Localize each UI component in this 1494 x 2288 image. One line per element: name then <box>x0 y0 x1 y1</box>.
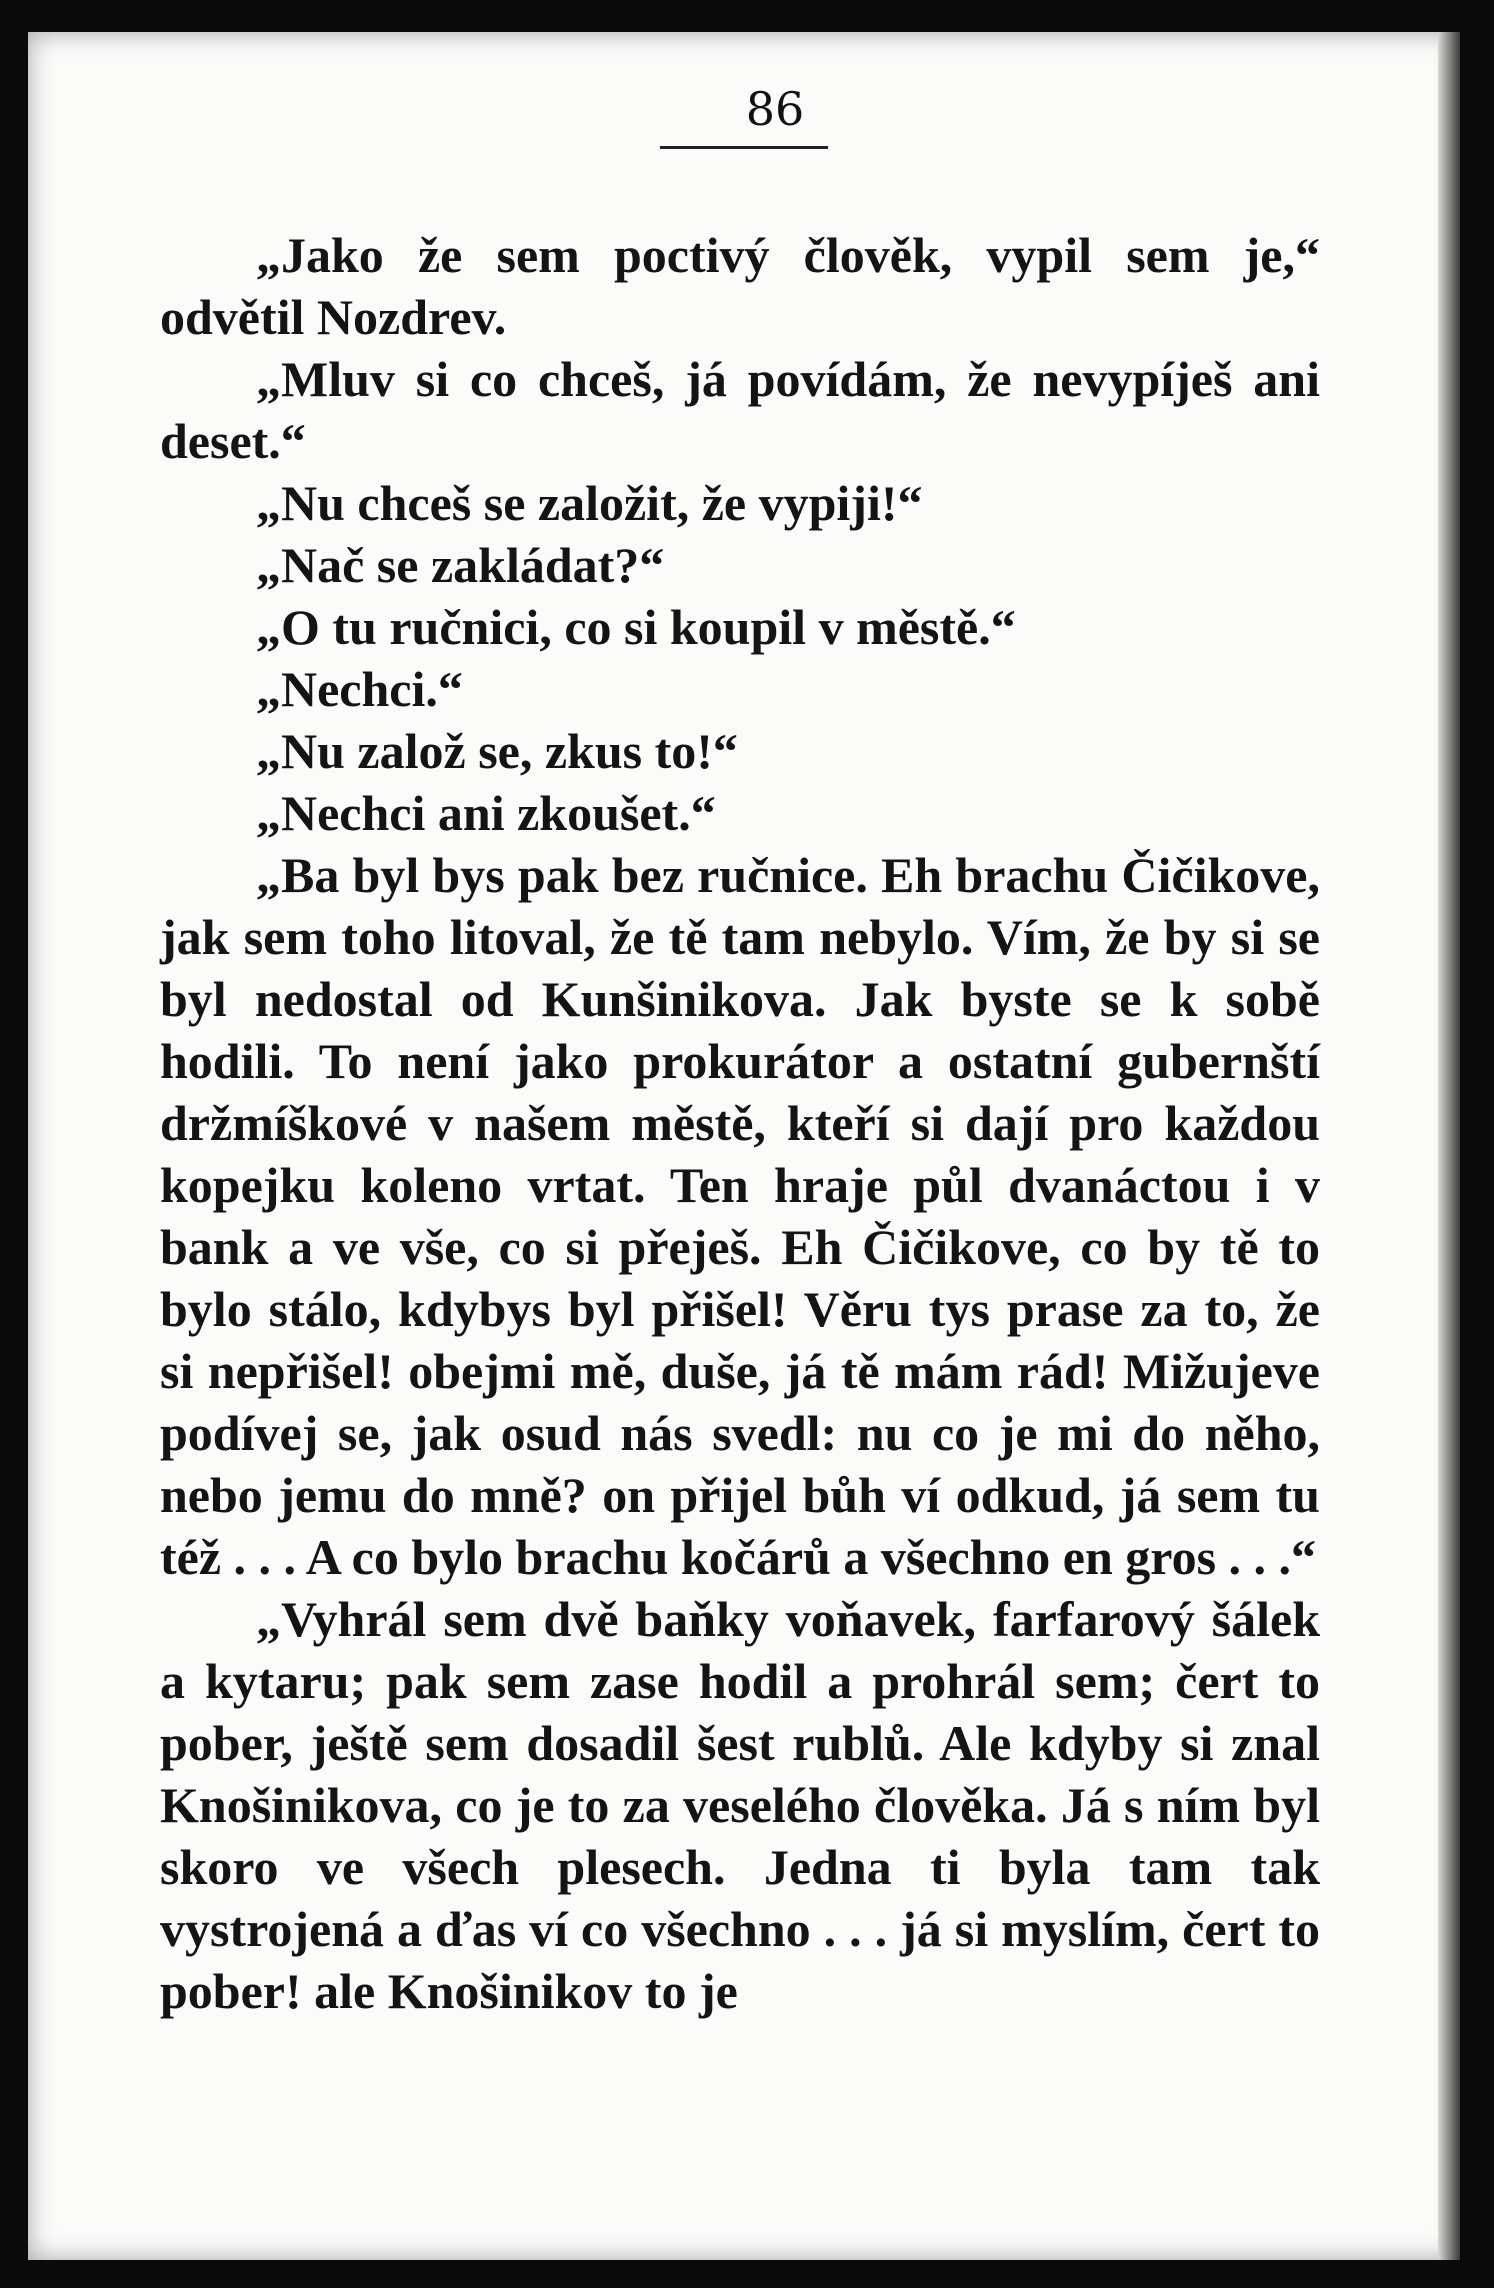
paragraph: „O tu ručnici, co si koupil v městě.“ <box>256 599 1016 655</box>
page-edge-shadow <box>1438 32 1460 2260</box>
paragraph: „Mluv si co chceš, já povídám, že nevypíješ ani deset.“ <box>160 351 1320 469</box>
paragraph: „Nu založ se, zkus to!“ <box>256 723 738 779</box>
paragraph: „Ba byl bys pak bez ručnice. Eh brachu Čičikove, jak sem toho litoval, že tě tam nebylo. Vím, že by si se byl nedostal od Kunšinikova. Jak byste se k sobě hodili. To není jako prokurátor a ostatní gubernští držmíškové v našem městě, kteří si dají pro každou kopejku koleno vrtat. Ten hraje půl dvanáctou i v bank a ve vše, co si přeješ. Eh Čičikove, co by tě to bylo stálo, kdybys byl přišel! Věru tys prase za to, že si nepřišel! obejmi mě, duše, já tě mám rád! Mižujeve podívej se, jak osud nás svedl: nu co je mi do něho, nebo jemu do mně? on přijel bůh ví odkud, já sem tu též . . . A co bylo brachu kočárů a všechno en gros . . .“ <box>160 847 1320 1585</box>
page-number: 86 <box>745 82 805 136</box>
header-rule <box>660 146 828 149</box>
paragraph: „Nač se zakládat?“ <box>256 537 665 593</box>
paragraph: „Vyhrál sem dvě baňky voňavek, farfarový šálek a kytaru; pak sem zase hodil a prohrál sem; čert to pober, ještě sem dosadil šest rublů. Ale kdyby si znal Knošinikova, co je to za veselého člověka. Já s ním byl skoro ve všech plesech. Jedna ti byla tam tak vystrojená a ďas ví co všechno . . . já si myslím, čert to pober! ale Knošinikov to je <box>160 1591 1320 2019</box>
paragraph: „Nechci.“ <box>256 661 463 717</box>
paragraph: „Jako že sem poctivý člověk, vypil sem je,“ odvětil Nozdrev. <box>160 227 1320 345</box>
paragraph: „Nu chceš se založit, že vypiji!“ <box>256 475 923 531</box>
paragraph: „Nechci ani zkoušet.“ <box>256 785 716 841</box>
page-body <box>160 224 1320 2022</box>
